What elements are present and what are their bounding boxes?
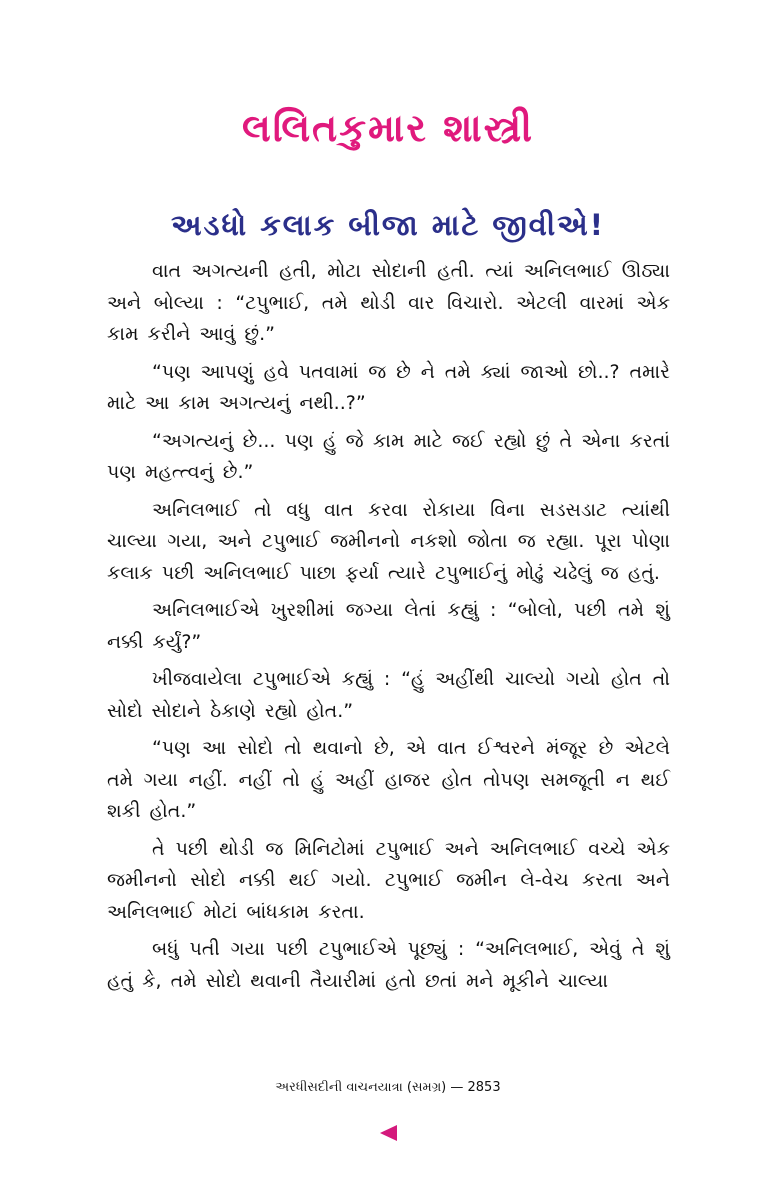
story-paragraph: અનિલભાઈએ ખુરશીમાં જગ્યા લેતાં કહ્યું : “બોલો, પછી તમે શું નક્કી કર્યું?” (107, 599, 670, 653)
story-paragraph: તે પછી થોડી જ મિનિટોમાં ટપુભાઈ અને અનિલભાઈ વચ્ચે એક જમીનનો સોદો નક્કી થઈ ગયો. ટપુભાઈ જમીન લે-વેચ કરતા અને અનિલભાઈ મોટાં બાંધકામ કરતા. (107, 837, 670, 923)
story-paragraph: ખીજવાયેલા ટપુભાઈએ કહ્યું : “હું અહીંથી ચાલ્યો ગયો હોત તો સોદો સોદાને ઠેકાણે રહ્યો હોત.” (107, 668, 670, 722)
story-paragraph: બધું પતી ગયા પછી ટપુભાઈએ પૂછ્યું : “અનિલભાઈ, એવું તે શું હતું કે, તમે સોદો થવાની તૈયારીમાં હતો છતાં મને મૂકીને ચાલ્યા (107, 938, 670, 992)
story-body (107, 256, 670, 1003)
story-paragraph: અનિલભાઈ તો વધુ વાત કરવા રોકાયા વિના સડસડાટ ત્યાંથી ચાલ્યા ગયા, અને ટપુભાઈ જમીનનો નકશો જોતા જ રહ્યા. પૂરા પોણા કલાક પછી અનિલભાઈ પાછા ફર્યા ત્યારે ટપુભાઈનું મોઢું ચઢેલું જ હતું. (107, 498, 670, 584)
previous-page-arrow-icon[interactable] (377, 1123, 399, 1143)
story-paragraph: “પણ આ સોદો તો થવાનો છે, એ વાત ઈશ્વરને મંજૂર છે એટલે તમે ગયા નહીં. નહીં તો હું અહીં હાજર હોત તોપણ સમજૂતી ન થઈ શકી હોત.” (107, 737, 670, 822)
story-title: અડધો કલાક બીજા માટે જીવીએ! (171, 208, 605, 242)
story-paragraph: વાત અગત્યની હતી, મોટા સોદાની હતી. ત્યાં અનિલભાઈ ઊઠ્યા અને બોલ્યા : “ટપુભાઈ, તમે થોડી વાર વિચારો. એટલી વારમાં એક કામ કરીને આવું છું.” (107, 260, 670, 345)
author-name: લલિતકુમાર શાસ્ત્રી (242, 106, 534, 150)
story-paragraph: “અગત્યનું છે... પણ હું જે કામ માટે જઈ રહ્યો છું તે એના કરતાં પણ મહત્ત્વનું છે.” (107, 429, 670, 483)
story-paragraph: “પણ આપણું હવે પતવામાં જ છે ને તમે ક્યાં જાઓ છો..? તમારે માટે આ કામ અગત્યનું નથી..?” (107, 360, 670, 414)
page-footer: અરધીસદીની વાચનયાત્રા (સમગ્ર) — 2853 (275, 1080, 501, 1095)
